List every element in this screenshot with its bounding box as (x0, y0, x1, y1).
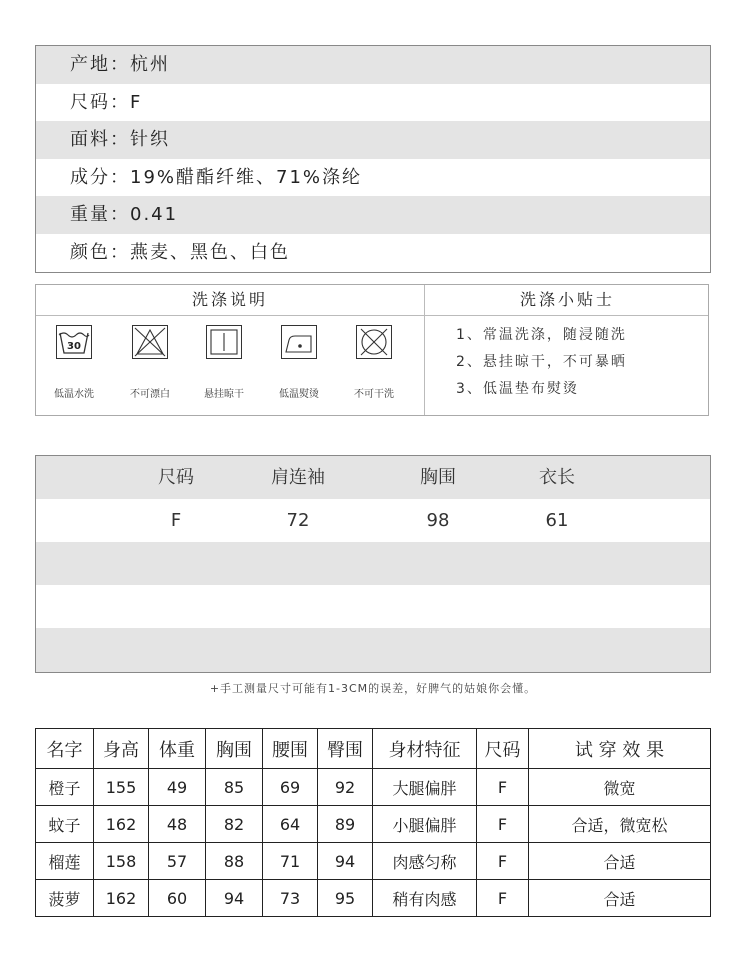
table-cell: 60 (149, 880, 206, 917)
table-cell: 88 (206, 843, 263, 880)
table-row (36, 843, 711, 880)
info-row-color (36, 234, 710, 272)
table-cell: F (477, 843, 529, 880)
table-cell: 肉感匀称 (373, 843, 477, 880)
table-cell: 稍有肉感 (373, 880, 477, 917)
info-label: 面料： (70, 129, 130, 151)
info-value: 燕麦、黑色、白色 (130, 242, 290, 263)
product-info-table (35, 45, 711, 273)
info-value: 19%醋酯纤维、71%涤纶 (130, 166, 363, 188)
table-cell: 微宽 (529, 769, 711, 806)
info-value: 杭州 (130, 54, 170, 75)
header-cell: 体重 (149, 729, 206, 769)
header-cell: 试 穿 效 果 (529, 729, 711, 769)
no-dry-clean-icon (356, 325, 392, 359)
try-on-table (35, 728, 711, 917)
header-cell: 尺码 (158, 467, 194, 488)
header-cell: 身材特征 (373, 729, 477, 769)
table-cell: 94 (318, 843, 373, 880)
info-label: 成分： (70, 166, 130, 188)
header-cell: 身高 (94, 729, 149, 769)
table-cell: 95 (318, 880, 373, 917)
table-cell: 85 (206, 769, 263, 806)
info-label: 颜色： (70, 242, 130, 263)
table-cell: 大腿偏胖 (373, 769, 477, 806)
table-cell: 162 (94, 806, 149, 843)
table-cell: 小腿偏胖 (373, 806, 477, 843)
table-cell: 69 (263, 769, 318, 806)
icon-label: 悬挂晾干 (204, 389, 244, 400)
table-cell: 48 (149, 806, 206, 843)
icon-label: 不可漂白 (130, 389, 170, 400)
table-cell: 合适 (529, 880, 711, 917)
info-label: 产地： (70, 54, 130, 75)
table-cell: 蚊子 (36, 806, 94, 843)
info-row-size (36, 84, 710, 122)
size-chart-empty-row (36, 542, 710, 585)
table-cell: 49 (149, 769, 206, 806)
table-cell: 82 (206, 806, 263, 843)
wash-tips-title: 洗涤小贴士 (519, 290, 615, 309)
table-cell: 94 (206, 880, 263, 917)
table-cell: 73 (263, 880, 318, 917)
measurement-note: +手工测量尺寸可能有1-3CM的误差，好脾气的姑娘你会懂。 (209, 682, 537, 695)
wash-30-icon (56, 325, 92, 359)
table-row (36, 769, 711, 806)
icon-label: 低温熨烫 (279, 389, 319, 400)
size-chart-header (36, 456, 710, 499)
header-cell: 臀围 (318, 729, 373, 769)
info-value: 0.41 (130, 204, 179, 226)
table-cell: F (477, 880, 529, 917)
info-value: F (130, 91, 143, 113)
table-cell: 57 (149, 843, 206, 880)
info-row-composition (36, 159, 710, 197)
header-cell: 尺码 (477, 729, 529, 769)
table-cell: 64 (263, 806, 318, 843)
table-cell: F (170, 510, 182, 531)
table-cell: F (477, 769, 529, 806)
size-chart-empty-row (36, 628, 710, 672)
table-cell: 合适 (529, 843, 711, 880)
info-row-origin (36, 46, 710, 84)
wash-care-panel (35, 284, 709, 416)
table-cell: F (477, 806, 529, 843)
info-value: 针织 (130, 129, 170, 151)
icon-label: 不可干洗 (354, 389, 394, 400)
table-cell: 162 (94, 880, 149, 917)
table-cell: 89 (318, 806, 373, 843)
table-cell: 61 (545, 510, 569, 531)
table-row (36, 880, 711, 917)
header-cell: 衣长 (539, 467, 575, 488)
info-label: 重量： (70, 204, 130, 226)
table-row (36, 806, 711, 843)
table-cell: 72 (286, 510, 310, 531)
wash-tip: 2、悬挂晾干，不可暴晒 (456, 354, 627, 370)
header-cell: 胸围 (206, 729, 263, 769)
wash-instructions-title: 洗涤说明 (191, 290, 268, 309)
header-cell: 胸围 (420, 467, 456, 488)
table-cell: 158 (94, 843, 149, 880)
table-cell: 71 (263, 843, 318, 880)
table-cell: 合适，微宽松 (529, 806, 711, 843)
table-cell: 橙子 (36, 769, 94, 806)
size-chart-row (36, 499, 710, 542)
no-bleach-icon (132, 325, 168, 359)
size-chart-empty-row (36, 585, 710, 628)
icon-label: 低温水洗 (54, 389, 94, 400)
info-label: 尺码： (70, 91, 130, 113)
header-cell: 名字 (36, 729, 94, 769)
divider (36, 315, 708, 316)
table-cell: 榴莲 (36, 843, 94, 880)
header-cell: 肩连袖 (271, 467, 325, 488)
wash-temperature: 30 (67, 341, 81, 352)
table-header-row (36, 729, 711, 769)
table-cell: 155 (94, 769, 149, 806)
table-cell: 菠萝 (36, 880, 94, 917)
info-row-weight (36, 196, 710, 234)
table-cell: 98 (426, 510, 450, 531)
table-cell: 92 (318, 769, 373, 806)
wash-tip: 1、常温洗涤，随浸随洗 (456, 327, 627, 343)
info-row-fabric (36, 121, 710, 159)
header-cell: 腰围 (263, 729, 318, 769)
low-iron-icon (281, 325, 317, 359)
hang-dry-icon (206, 325, 242, 359)
wash-tip: 3、低温垫布熨烫 (456, 381, 579, 397)
size-chart (35, 455, 711, 673)
